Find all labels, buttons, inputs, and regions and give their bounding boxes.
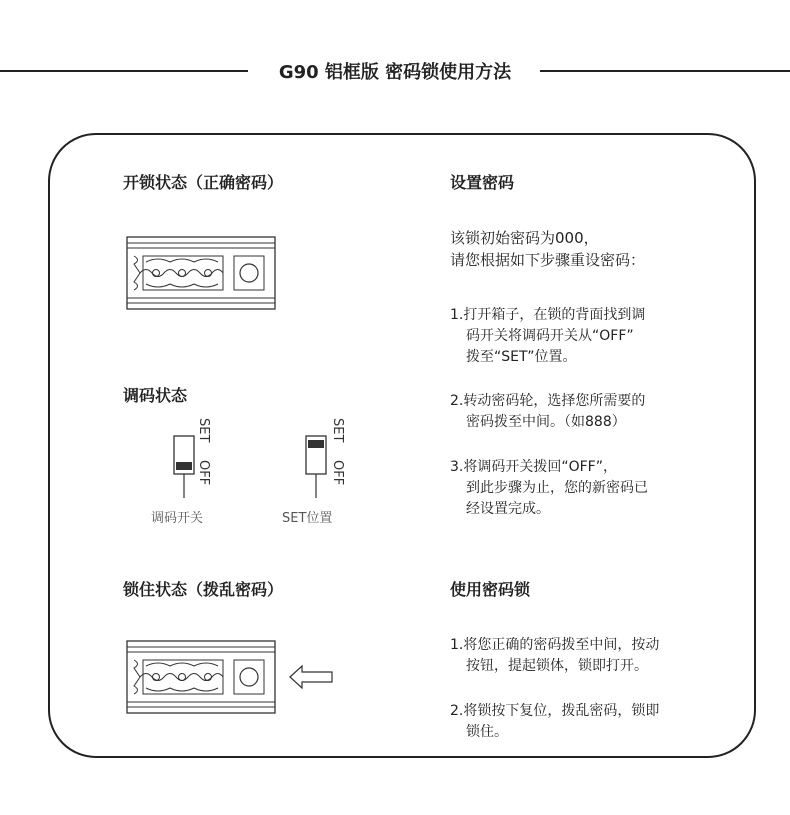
switch-caption-right: SET位置	[282, 511, 333, 526]
switch-caption-left: 调码开关	[151, 511, 204, 526]
switch-off-set-label: SET	[196, 418, 211, 443]
use-step-2	[450, 701, 659, 743]
step-1-line-3: 拨至“SET”位置。	[466, 349, 577, 365]
switch-off-off-label: OFF	[196, 460, 211, 486]
code-state-heading: 调码状态	[123, 386, 188, 405]
intro-line-2: 请您根据如下步骤重设密码：	[450, 251, 646, 269]
use-step-2-line-2: 锁住。	[466, 724, 508, 740]
step-2-line-1: 2.转动密码轮，选择您所需要的	[450, 393, 646, 409]
push-arrow-icon	[288, 664, 334, 690]
step-3	[450, 457, 648, 520]
step-3-line-2: 到此步骤为止，您的新密码已	[466, 480, 648, 496]
lock-unlocked-illustration	[126, 236, 276, 310]
locked-heading: 锁住状态（拨乱密码）	[123, 580, 284, 599]
switch-set-off-label: OFF	[330, 460, 345, 486]
intro-text	[450, 227, 645, 271]
intro-line-1: 该锁初始密码为000，	[450, 229, 599, 247]
lock-locked-illustration	[126, 640, 276, 714]
code-switch-off-illustration	[164, 418, 224, 498]
set-password-heading: 设置密码	[450, 173, 515, 192]
use-lock-heading: 使用密码锁	[450, 580, 531, 599]
use-step-1-line-1: 1.将您正确的密码拨至中间，按动	[450, 637, 660, 653]
step-2	[450, 391, 645, 433]
unlocked-heading: 开锁状态（正确密码）	[123, 173, 284, 192]
page-title-text: G90 铝框版 密码锁使用方法	[265, 62, 525, 83]
code-switch-set-illustration	[296, 418, 356, 498]
step-2-line-2: 密码拨至中间。（如888）	[466, 414, 626, 430]
switch-set-set-label: SET	[330, 418, 345, 443]
step-3-line-3: 经设置完成。	[466, 501, 550, 517]
use-step-1-line-2: 按钮，提起锁体，锁即打开。	[466, 658, 648, 674]
page-title	[0, 58, 790, 84]
step-1-line-2: 码开关将调码开关从“OFF”	[466, 328, 634, 344]
use-step-2-line-1: 2.将锁按下复位，拨乱密码，锁即	[450, 703, 660, 719]
step-3-line-1: 3.将调码开关拨回“OFF”，	[450, 459, 617, 475]
use-step-1	[450, 635, 659, 677]
step-1-line-1: 1.打开箱子，在锁的背面找到调	[450, 307, 646, 323]
step-1	[450, 305, 645, 368]
